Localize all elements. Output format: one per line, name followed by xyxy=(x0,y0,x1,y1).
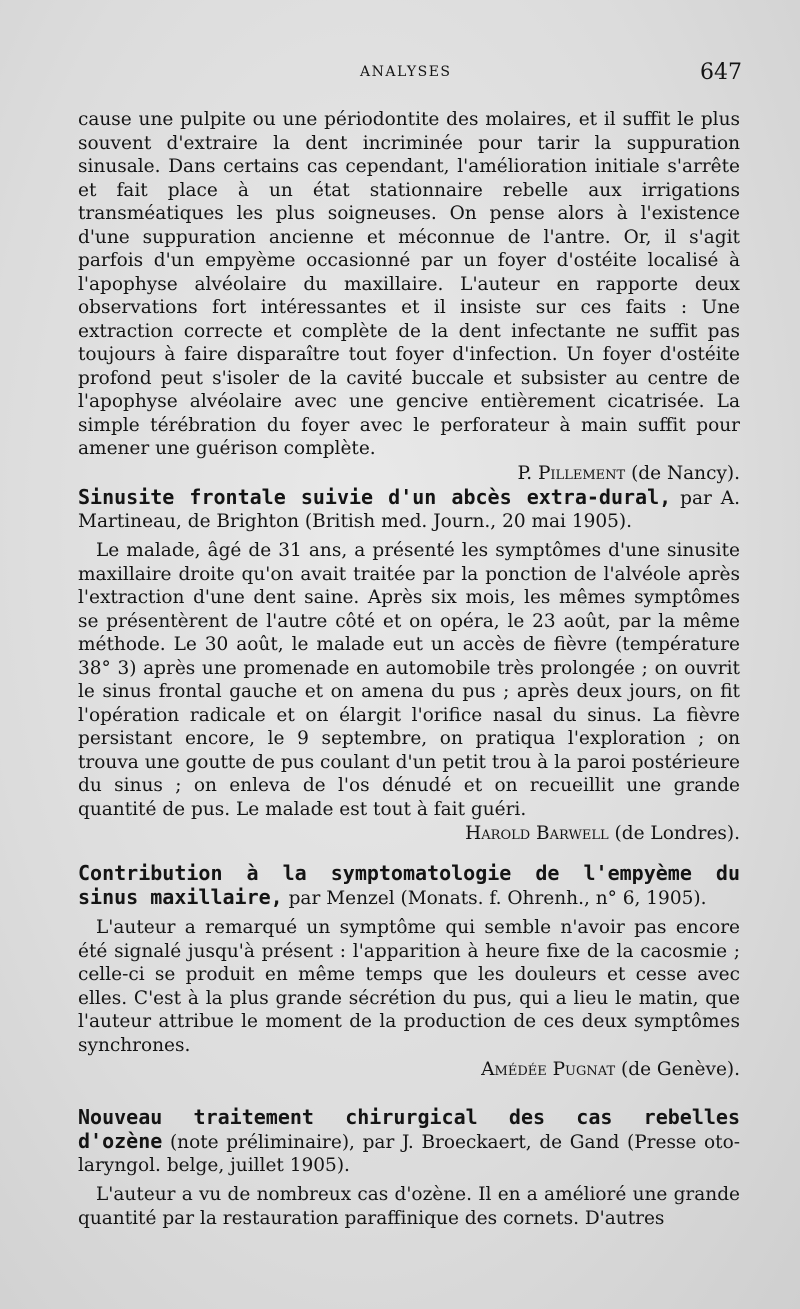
article-citation: (note préliminaire), par J. Broeckaert, de Gand (Presse oto-laryngol. belge, juillet 1905). xyxy=(78,1132,740,1176)
paragraph: Le malade, âgé de 31 ans, a présenté les symptômes d'une sinusite maxillaire droite qu'on avait traitée par la ponction de l'alvéole après l'extraction d'une dent saine. Après six mois, les mêmes symptômes se présentèrent de l'autre côté et on opéra, le 23 août, par la même méthode. Le 30 août, le malade eut un accès de fièvre (température 38° 3) après une promenade en automobile très prolongée ; on ouvrit le sinus frontal gauche et on amena du pus ; après deux jours, on fit l'opération radicale et on élargit l'orifice nasal du sinus. La fièvre persistant encore, le 9 septembre, on pratiqua l'exploration ; on trouva une goutte de pus coulant d'un petit trou à la paroi postérieure du sinus ; on enleva de l'os dénudé et on recueillit une grande quantité de pus. Le malade est tout à fait guéri. xyxy=(78,540,740,820)
article-citation: par A. Martineau, de Brighton (British med. Journ., 20 mai 1905). xyxy=(78,488,741,532)
signature xyxy=(78,462,740,486)
article-sinusite-frontale xyxy=(78,486,740,846)
running-head: ANALYSES xyxy=(360,64,452,80)
article-title: Sinusite frontale suivie d'un abcès extra-dural, xyxy=(78,485,672,509)
article-heading xyxy=(78,862,740,910)
article-heading xyxy=(78,486,740,533)
author-name: Amédée Pugnat xyxy=(481,1059,616,1080)
article-heading xyxy=(78,1106,740,1177)
page-number: 647 xyxy=(700,60,742,85)
signature xyxy=(78,822,740,846)
paragraph: L'auteur a remarqué un symptôme qui semble n'avoir pas encore été signalé jusqu'à présent : l'apparition à heure fixe de la cacosmie ; celle-ci se produit en même temps que les douleurs et cesse avec elles. C'est à la plus grande sécrétion du pus, qui a lieu le matin, que l'auteur attribue le moment de la production de ces deux symptômes synchrones. xyxy=(78,917,740,1056)
article-ozene xyxy=(78,1106,740,1230)
paragraph: cause une pulpite ou une périodontite des molaires, et il suffit le plus souvent d'extraire la dent incriminée pour tarir la suppuration sinusale. Dans certains cas cependant, l'amélioration initiale s'arrête et fait place à un état stationnaire rebelle aux irrigations transméatiques les plus soigneuses. On pense alors à l'existence d'une suppuration ancienne et méconnue de l'antre. Or, il s'agit parfois d'un empyème occasionné par un foyer d'ostéite localisé à l'apophyse alvéolaire du maxillaire. L'auteur en rapporte deux observations fort intéressantes et il insiste sur ces faits : Une extraction correcte et complète de la dent infectante ne suffit pas toujours à faire disparaître tout foyer d'infection. Un foyer d'ostéite profond peut s'isoler de la cavité buccale et subsister au centre de l'apophyse alvéolaire avec une gencive entièrement cicatrisée. La simple térébration du foyer avec le perforateur à main suffit pour amener une guérison complète. xyxy=(78,109,740,459)
author-name: Harold Barwell xyxy=(465,823,609,844)
author-place: (de Genève). xyxy=(621,1059,740,1080)
author-place: (de Londres). xyxy=(614,823,740,844)
article-title: Contribution à la symptomatologie de l'empyème du sinus maxillaire, xyxy=(78,861,740,909)
article-continued xyxy=(78,108,740,485)
author-name: P. Pillement xyxy=(517,462,626,484)
author-place: (de Nancy). xyxy=(631,462,740,484)
article-citation: par Menzel (Monats. f. Ohrenh., n° 6, 1905). xyxy=(288,888,707,909)
signature xyxy=(78,1058,740,1082)
article-empyeme xyxy=(78,862,740,1082)
paragraph: L'auteur a vu de nombreux cas d'ozène. Il en a amélioré une grande quantité par la restauration paraffinique des cornets. D'autres xyxy=(78,1184,740,1229)
article-title: Nouveau traitement chirurgical des cas rebelles d'ozène xyxy=(78,1105,740,1153)
